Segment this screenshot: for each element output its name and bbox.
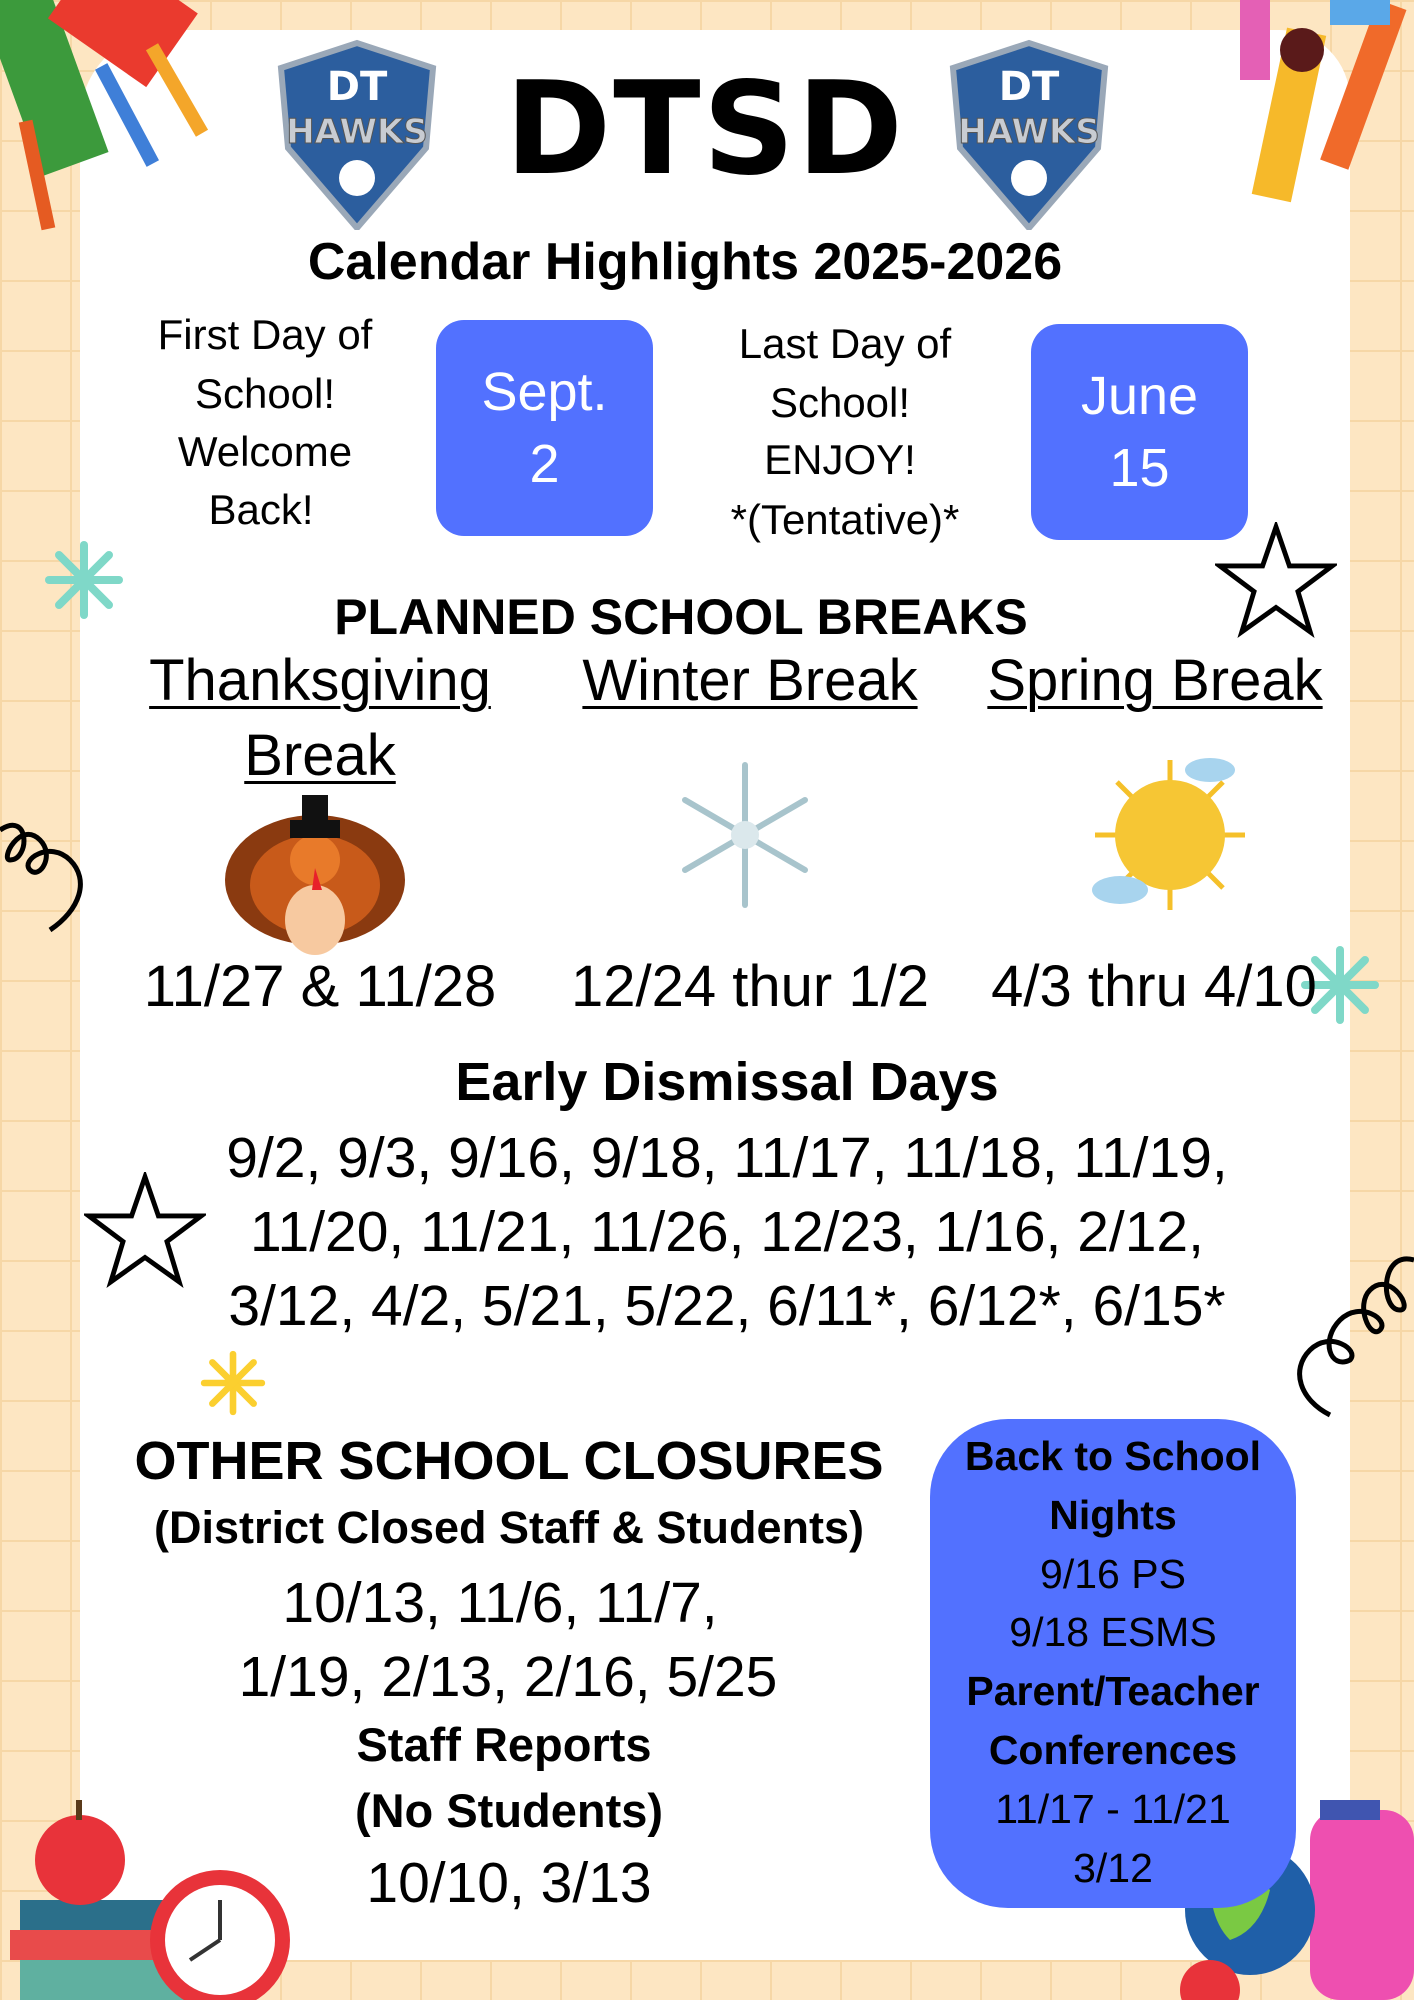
first-day-line: School! xyxy=(194,370,336,417)
bts-date: 9/16 PS xyxy=(1040,1550,1186,1597)
turkey-icon xyxy=(220,790,410,960)
last-day-line: ENJOY! xyxy=(764,436,916,483)
early-dismissal-heading: Early Dismissal Days xyxy=(455,1052,999,1112)
first-day-day: 2 xyxy=(529,434,560,494)
winter-break-dates: 12/24 thur 1/2 xyxy=(571,954,929,1019)
first-day-line: Back! xyxy=(208,486,314,533)
ptc-date: 3/12 xyxy=(1073,1844,1153,1891)
svg-text:HAWKS: HAWKS xyxy=(958,112,1100,152)
sun-icon xyxy=(1090,755,1250,915)
thanksgiving-dates: 11/27 & 11/28 xyxy=(143,954,497,1019)
staff-reports-subheading: (No Students) xyxy=(354,1784,664,1837)
bts-date: 9/18 ESMS xyxy=(1009,1609,1217,1656)
last-day-line: Last Day of xyxy=(738,320,952,367)
last-day-line: *(Tentative)* xyxy=(730,496,960,543)
last-day-day: 15 xyxy=(1109,438,1170,498)
squiggle-decoration xyxy=(0,800,100,940)
spring-break-label: Spring Break xyxy=(987,648,1323,713)
ruler-pencils-decoration xyxy=(1170,0,1414,220)
thanksgiving-label-line2: Break xyxy=(244,723,396,788)
asterisk-icon xyxy=(200,1350,266,1416)
squiggle-decoration xyxy=(1280,1250,1414,1420)
page-subtitle: Calendar Highlights 2025-2026 xyxy=(307,233,1063,291)
events-box xyxy=(930,1419,1296,1908)
spring-break-dates: 4/3 thru 4/10 xyxy=(991,954,1317,1019)
staff-reports-dates: 10/10, 3/13 xyxy=(366,1851,652,1915)
early-dismissal-line: 11/20, 11/21, 11/26, 12/23, 1/16, 2/12, xyxy=(250,1200,1204,1264)
thanksgiving-label: Thanksgiving xyxy=(149,648,491,713)
star-icon xyxy=(1215,522,1337,638)
snowflake-icon xyxy=(675,760,815,910)
last-day-month: June xyxy=(1080,366,1199,426)
dt-hawks-logo xyxy=(261,38,453,230)
first-day-line: Welcome xyxy=(177,428,353,475)
ptc-heading-line2: Conferences xyxy=(988,1726,1238,1773)
last-day-date-box xyxy=(1031,324,1248,540)
svg-text:DT: DT xyxy=(998,64,1060,110)
page-title: DTSD xyxy=(505,55,905,204)
first-day-month: Sept. xyxy=(481,362,608,422)
closures-subheading: (District Closed Staff & Students) xyxy=(153,1502,865,1553)
svg-text:HAWKS: HAWKS xyxy=(286,112,428,152)
early-dismissal-line: 3/12, 4/2, 5/21, 5/22, 6/11*, 6/12*, 6/15* xyxy=(228,1274,1226,1338)
star-icon xyxy=(84,1172,206,1288)
bts-heading-line2: Nights xyxy=(1049,1491,1177,1538)
bts-heading: Back to School xyxy=(964,1433,1262,1479)
logo-text-dt: DT xyxy=(326,64,388,110)
closures-heading: OTHER SCHOOL CLOSURES xyxy=(134,1431,884,1491)
first-day-line: First Day of xyxy=(157,311,373,358)
winter-break-label: Winter Break xyxy=(582,648,918,713)
early-dismissal-line: 9/2, 9/3, 9/16, 9/18, 11/17, 11/18, 11/19, xyxy=(226,1126,1228,1190)
staff-reports-heading: Staff Reports xyxy=(356,1718,652,1771)
closures-line: 10/13, 11/6, 11/7, xyxy=(282,1571,718,1635)
closures-line: 1/19, 2/13, 2/16, 5/25 xyxy=(238,1645,778,1709)
asterisk-icon xyxy=(44,540,124,620)
first-day-date-box xyxy=(436,320,653,536)
ptc-heading: Parent/Teacher xyxy=(966,1668,1260,1715)
ptc-date: 11/17 - 11/21 xyxy=(995,1785,1231,1832)
pencils-decoration xyxy=(0,0,240,240)
dt-hawks-logo xyxy=(933,38,1125,230)
last-day-line: School! xyxy=(769,379,911,426)
apple-books-clock-decoration xyxy=(0,1760,310,2000)
breaks-heading: PLANNED SCHOOL BREAKS xyxy=(334,589,1028,645)
